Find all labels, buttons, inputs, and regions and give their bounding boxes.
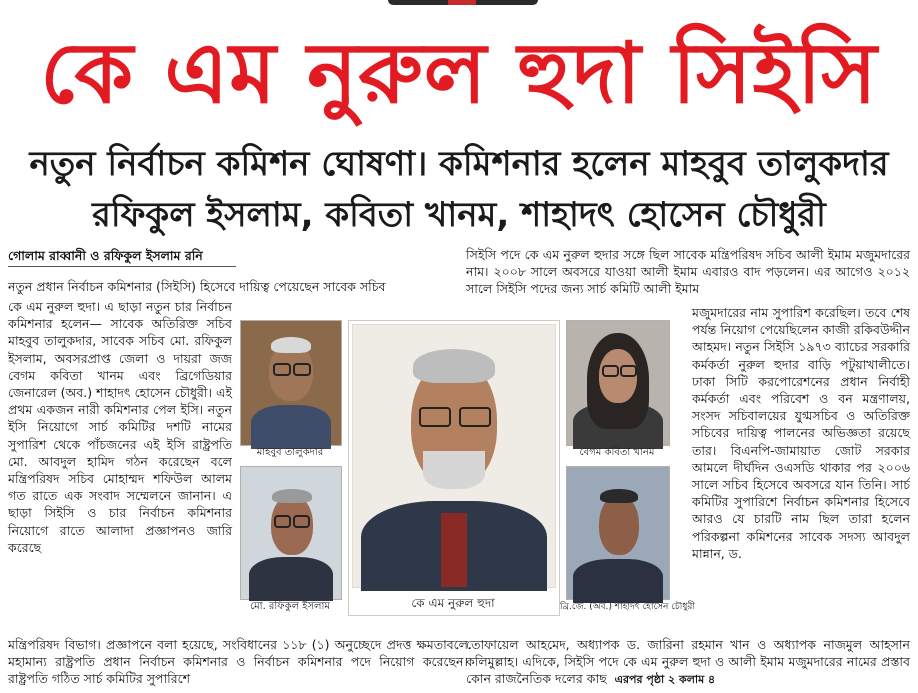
photo-rafiqul-islam (240, 466, 342, 600)
caption-kobita: বেগম কবিতা খানম (579, 447, 655, 458)
photo-km-nurul-huda (352, 324, 556, 588)
subheadline-1: নতুন নির্বাচন কমিশন ঘোষণা। কমিশনার হলেন মাহবুব তালুকদার (29, 144, 889, 184)
caption-mahbub: মাহবুব তালুকদার (256, 447, 324, 458)
headline: কে এম নুরুল হুদা সিইসি (40, 24, 878, 122)
caption-shahadat: ব্রি.জে. (অব.) শাহাদৎ হোসেন চৌধুরী (560, 602, 695, 612)
masthead-strip (0, 0, 918, 6)
right-top-text: সিইসি পদে কে এম নুরুল হুদার সঙ্গে ছিল সাবেক মন্ত্রিপরিষদ সচিব আলী ইমাম মজুমদারের নাম। ২০০৮ সালে অবসরে যাওয়া আলী ইমাম এবারও বাদ পড়লেন। এর আগেও ২০১২ সালে সিইসি পদের জন্য সার্চ কমিটি আলী ইমাম (466, 247, 910, 297)
tie-shape (441, 513, 467, 587)
byline: গোলাম রাব্বানী ও রফিকুল ইসলাম রনি (8, 246, 236, 267)
photo-shahadat-hossain (566, 466, 670, 600)
bottom-right-body: তোফায়েল আহমেদ, অধ্যাপক ড. জারিনা রহমান খান ও অধ্যাপক নাজমুল আহসান কলিমুল্লাহ। এদিকে, সিইসি পদে কে এম নুরুল হুদা ও আলী ইমাম মজুমদারের নামের প্রস্তাব কোন রাজনৈতিক দলের কাছ (466, 637, 910, 687)
masthead-band (388, 0, 538, 5)
bottom-right-text (466, 636, 910, 692)
bottom-left-text: মন্ত্রিপরিষদ বিভাগ। প্রজ্ঞাপনে বলা হয়েছে, সংবিধানের ১১৮ (১) অনুচ্ছেদে প্রদত্ত ক্ষমতাবলে মহামান্য রাষ্ট্রপতি প্রধান নির্বাচন কমিশনার ও নির্বাচন কমিশনার পদে নিয়োগ করেছেন। রাষ্ট্রপতি গঠিত সার্চ কমিটির সুপারিশে (8, 637, 468, 687)
beard-shape (423, 451, 485, 489)
continuation-note: এরপর পৃষ্ঠা ২ কলাম ৪ (614, 673, 716, 687)
right-column-text: মজুমদারের নাম সুপারিশ করেছিল। তবে শেষ পর্যন্ত নিয়োগ পেয়েছিলেন কাজী রকিবউদ্দীন আহমদ। নতুন সিইসি ১৯৭৩ ব্যাচের সরকারি কর্মকর্তা নুরুল হুদার বাড়ি পটুয়াখালীতে। ঢাকা সিটি করপোরেশনের প্রধান নির্বাহী কর্মকর্তা এবং পরিবেশ ও বন মন্ত্রণালয়, সংসদ সচিবালয়ের যুগ্মসচিব ও অতিরিক্ত সচিবের দায়িত্ব পালনের অভিজ্ঞতা রয়েছে তার। বিএনপি-জামায়াত জোট সরকার আমলে দীর্ঘদিন ওএসডি থাকার পর ২০০৬ সালে সচিব হিসেবে অবসরে যান তিনি। সার্চ কমিটির সুপারিশে নির্বাচন কমিশনার হিসেবে আরও যে চারটি নাম ছিল তারা হলেন পরিকল্পনা কমিশনের সাবেক সদস্য আবদুল মান্নান, ড. (692, 305, 910, 561)
photo-mahbub-talukdar (240, 320, 342, 446)
caption-rafiqul: মো. রফিকুল ইসলাম (250, 601, 330, 612)
subheadline-2: রফিকুল ইসলাম, কবিতা খানম, শাহাদৎ হোসেন চৌধুরী (92, 195, 826, 235)
intro-line: নতুন প্রধান নির্বাচন কমিশনার (সিইসি) হিসেবে দায়িত্ব পেয়েছেন সাবেক সচিব (8, 279, 386, 294)
caption-main: কে এম নুরুল হুদা (411, 596, 495, 610)
left-column-text: কে এম নুরুল হুদা। এ ছাড়া নতুন চার নির্বাচন কমিশনার হলেন— সাবেক অতিরিক্ত সচিব মাহবুব তালুকদার, সাবেক সচিব মো. রফিকুল ইসলাম, অবসরপ্রাপ্ত জেলা ও দায়রা জজ বেগম কবিতা খানম এবং ব্রিগেডিয়ার জেনারেল (অব.) শাহাদৎ হোসেন চৌধুরী। এই প্রথম একজন নারী কমিশনার পেল ইসি। নতুন ইসি নিয়োগে সার্চ কমিটির দশটি নামের সুপারিশ থেকে পাঁচজনের এই ইসি রাষ্ট্রপতি মো. আবদুল হামিদ গঠন করেছেন বলে মন্ত্রিপরিষদ সচিব মোহাম্মদ শফিউল আলম গত রাতে এক সংবাদ সম্মেলনে জানান। এ ছাড়া সিইসি ও চার নির্বাচন কমিশনার নিয়োগে রাতে আলাদা প্রজ্ঞাপনও জারি করেছে (8, 299, 232, 555)
photo-kobita-khanom (566, 320, 670, 446)
